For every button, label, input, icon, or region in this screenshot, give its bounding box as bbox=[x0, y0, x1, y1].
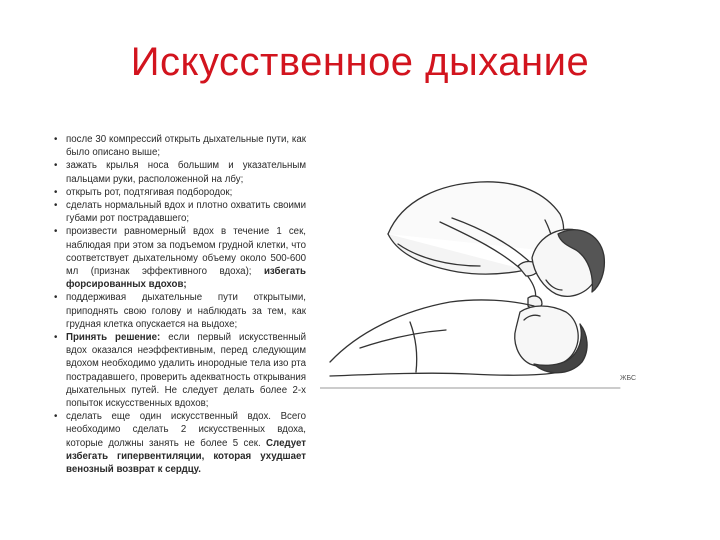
bullet: • bbox=[54, 186, 58, 198]
list-item bbox=[54, 133, 306, 159]
item-bold-lead: Принять решение: bbox=[66, 332, 161, 344]
item-text: произвести равномерный вдох в течение 1 сек, наблюдая при этом за подъемом грудной клетки, что соответствует дыхательному объему около 500-600 мл (признак эффективного вдоха); bbox=[66, 226, 306, 278]
item-text: сделать нормальный вдох и плотно охватить своими губами рот пострадавшего; bbox=[66, 200, 306, 225]
bullet: • bbox=[54, 134, 58, 145]
list-item bbox=[54, 291, 306, 331]
bullet: • bbox=[54, 411, 58, 423]
item-bold-text: Следует избегать гипервентиляции, которая ухудшает венозный возврат к сердцу. bbox=[66, 437, 306, 476]
instruction-list bbox=[54, 133, 306, 476]
list-item bbox=[54, 199, 306, 225]
item-text: после 30 компрессий открыть дыхательные пути, как было описано выше; bbox=[66, 134, 306, 159]
illustration-credit: ЖБС bbox=[620, 375, 637, 382]
bullet: • bbox=[54, 160, 58, 172]
list-item bbox=[54, 159, 306, 185]
bullet: • bbox=[54, 332, 58, 344]
list-item bbox=[54, 186, 306, 199]
item-text: поддерживая дыхательные пути открытыми, приподнять свою голову и наблюдать за тем, как грудная клетка опускается на выдохе; bbox=[66, 292, 306, 330]
item-text: если первый искусственный вдох оказался неэффективным, перед следующим вдохом необходимо удалить инородные тела изо рта пострадавшего, проверить адекватность открывания дыхательных путей. Не следует делать более 2-х попыток искусственных вдохов; bbox=[66, 332, 307, 410]
item-bold-text: избегать форсированных вдохов; bbox=[66, 266, 306, 291]
bullet: • bbox=[54, 200, 58, 212]
bullet: • bbox=[54, 292, 58, 304]
item-text: зажать крылья носа большим и указательным пальцами руки, расположенной на лбу; bbox=[66, 160, 306, 185]
list-item bbox=[54, 410, 306, 476]
item-text: сделать еще один искусственный вдох. Всего необходимо сделать 2 искусственных вдоха, которые должны занять не более 5 сек. bbox=[66, 411, 306, 449]
rescue-breathing-illustration bbox=[320, 162, 640, 394]
bullet: • bbox=[54, 226, 58, 238]
item-text: открыть рот, подтягивая подбородок; bbox=[66, 186, 233, 198]
slide-title: Искусственное дыхание bbox=[130, 40, 590, 84]
list-item bbox=[54, 331, 306, 410]
list-item bbox=[54, 225, 306, 291]
